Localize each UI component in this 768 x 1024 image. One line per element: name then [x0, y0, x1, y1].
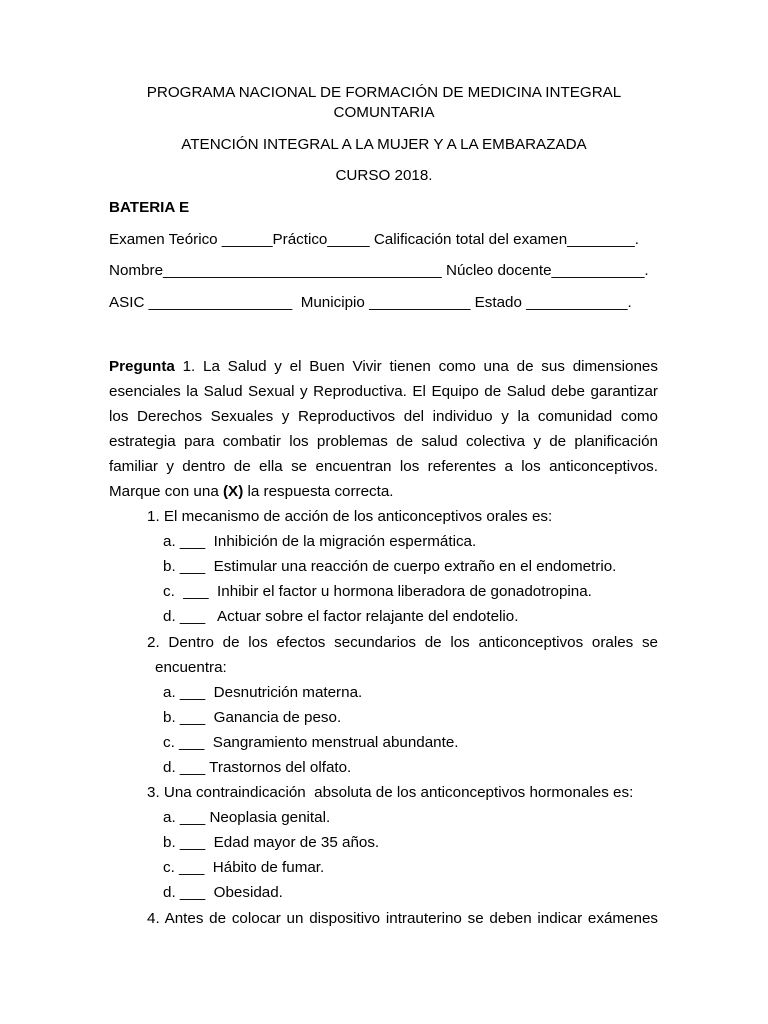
- question-intro-line: familiar y dentro de ella se encuentran los referentes a los anticonceptivos.: [109, 457, 658, 475]
- name-line: Nombre_________________________________ Núcleo docente___________.: [109, 262, 649, 279]
- item-3-stem: 3. Una contraindicación absoluta de los anticonceptivos hormonales es:: [147, 784, 634, 802]
- item-2-stem-continued: encuentra:: [155, 658, 227, 676]
- item-1-option-a: a. ___ Inhibición de la migración espermática.: [163, 533, 477, 551]
- program-title-line-1: PROGRAMA NACIONAL DE FORMACIÓN DE MEDICINA INTEGRAL: [146, 84, 622, 101]
- item-2-option-b: b. ___ Ganancia de peso.: [163, 708, 342, 726]
- item-2-option-a: a. ___ Desnutrición materna.: [163, 683, 363, 701]
- answer-instruction: [109, 479, 658, 504]
- instruction-text: Marque con una: [109, 482, 219, 500]
- item-4-stem: 4. Antes de colocar un dispositivo intrauterino se deben indicar exámenes: [147, 909, 658, 927]
- question-label: Pregunta: [109, 357, 175, 375]
- course-year: CURSO 2018.: [335, 167, 433, 184]
- item-1-stem: 1. El mecanismo de acción de los anticonceptivos orales es:: [147, 508, 553, 526]
- item-1-option-c: c. ___ Inhibir el factor u hormona liberadora de gonadotropina.: [163, 583, 592, 601]
- item-2-stem: 2. Dentro de los efectos secundarios de los anticonceptivos orales se: [147, 633, 658, 651]
- instruction-text: la respuesta correcta.: [247, 482, 394, 500]
- instruction-mark: (X): [223, 482, 244, 500]
- question-intro-line: estrategia para combatir los problemas de salud colectiva y de planificación: [109, 432, 658, 450]
- question-intro-line: [109, 354, 658, 379]
- asic-line: ASIC _________________ Municipio ____________ Estado ____________.: [109, 294, 632, 311]
- item-1-option-d: d. ___ Actuar sobre el factor relajante del endotelio.: [163, 608, 519, 626]
- item-2-option-d: d. ___ Trastornos del olfato.: [163, 759, 352, 776]
- program-title-line-2: COMUNTARIA: [333, 104, 435, 121]
- item-3-option-c: c. ___ Hábito de fumar.: [163, 859, 325, 877]
- item-1-option-b: b. ___ Estimular una reacción de cuerpo extraño en el endometrio.: [163, 558, 617, 576]
- question-intro-line: los Derechos Sexuales y Reproductivos del individuo y la comunidad como: [109, 407, 658, 425]
- question-section: [109, 354, 658, 931]
- question-intro-text: 1. La Salud y el Buen Vivir tienen como una de sus dimensiones: [182, 357, 658, 375]
- question-intro-line: esenciales la Salud Sexual y Reproductiva. El Equipo de Salud debe garantizar: [109, 382, 658, 400]
- battery-label: BATERIA E: [109, 199, 190, 216]
- subject-title: ATENCIÓN INTEGRAL A LA MUJER Y A LA EMBARAZADA: [181, 136, 587, 153]
- item-3-option-a: a. ___ Neoplasia genital.: [163, 809, 331, 827]
- item-3-option-b: b. ___ Edad mayor de 35 años.: [163, 834, 380, 852]
- item-3-option-d: d. ___ Obesidad.: [163, 884, 283, 902]
- item-2-option-c: c. ___ Sangramiento menstrual abundante.: [163, 733, 459, 751]
- exam-grade-line: Examen Teórico ______Práctico_____ Calificación total del examen________.: [109, 231, 639, 248]
